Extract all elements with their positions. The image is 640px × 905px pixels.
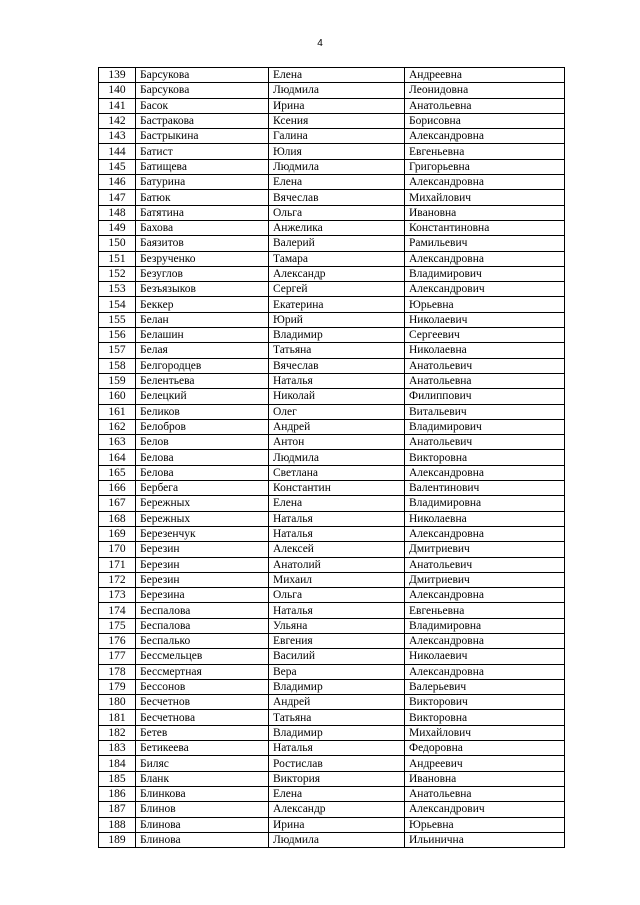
first-name-cell: Людмила <box>269 83 405 98</box>
table-row <box>99 572 565 587</box>
row-number-cell: 161 <box>99 404 136 419</box>
patronymic-cell: Викторович <box>405 695 565 710</box>
row-number-cell: 149 <box>99 220 136 235</box>
last-name-cell: Бесчетнова <box>136 710 269 725</box>
row-number-cell: 180 <box>99 695 136 710</box>
row-number-cell: 156 <box>99 328 136 343</box>
patronymic-cell: Викторовна <box>405 450 565 465</box>
first-name-cell: Валерий <box>269 236 405 251</box>
row-number-cell: 148 <box>99 205 136 220</box>
patronymic-cell: Владимирович <box>405 266 565 281</box>
last-name-cell: Белентьева <box>136 373 269 388</box>
last-name-cell: Белашин <box>136 328 269 343</box>
row-number-cell: 155 <box>99 312 136 327</box>
first-name-cell: Сергей <box>269 282 405 297</box>
patronymic-cell: Михайлович <box>405 725 565 740</box>
last-name-cell: Безуглов <box>136 266 269 281</box>
table-row <box>99 481 565 496</box>
table-row <box>99 159 565 174</box>
patronymic-cell: Александровна <box>405 129 565 144</box>
first-name-cell: Людмила <box>269 159 405 174</box>
table-row <box>99 802 565 817</box>
first-name-cell: Николай <box>269 389 405 404</box>
last-name-cell: Блинкова <box>136 786 269 801</box>
patronymic-cell: Анатольевич <box>405 358 565 373</box>
table-row <box>99 511 565 526</box>
table-row <box>99 664 565 679</box>
last-name-cell: Беспалова <box>136 618 269 633</box>
row-number-cell: 167 <box>99 496 136 511</box>
patronymic-cell: Валерьевич <box>405 679 565 694</box>
first-name-cell: Андрей <box>269 419 405 434</box>
last-name-cell: Березина <box>136 588 269 603</box>
first-name-cell: Наталья <box>269 511 405 526</box>
table-row <box>99 786 565 801</box>
table-row <box>99 588 565 603</box>
first-name-cell: Людмила <box>269 450 405 465</box>
table-row <box>99 771 565 786</box>
first-name-cell: Екатерина <box>269 297 405 312</box>
first-name-cell: Ирина <box>269 98 405 113</box>
first-name-cell: Наталья <box>269 603 405 618</box>
patronymic-cell: Александрович <box>405 282 565 297</box>
patronymic-cell: Николаевна <box>405 511 565 526</box>
table-row <box>99 756 565 771</box>
patronymic-cell: Александровна <box>405 633 565 648</box>
last-name-cell: Батюк <box>136 190 269 205</box>
row-number-cell: 170 <box>99 542 136 557</box>
last-name-cell: Белан <box>136 312 269 327</box>
row-number-cell: 171 <box>99 557 136 572</box>
last-name-cell: Белгородцев <box>136 358 269 373</box>
patronymic-cell: Ивановна <box>405 205 565 220</box>
row-number-cell: 147 <box>99 190 136 205</box>
table-row <box>99 404 565 419</box>
row-number-cell: 184 <box>99 756 136 771</box>
table-row <box>99 649 565 664</box>
row-number-cell: 143 <box>99 129 136 144</box>
first-name-cell: Татьяна <box>269 343 405 358</box>
last-name-cell: Беспалько <box>136 633 269 648</box>
last-name-cell: Березин <box>136 557 269 572</box>
first-name-cell: Вячеслав <box>269 190 405 205</box>
last-name-cell: Басок <box>136 98 269 113</box>
table-row <box>99 496 565 511</box>
last-name-cell: Бланк <box>136 771 269 786</box>
row-number-cell: 157 <box>99 343 136 358</box>
table-row <box>99 220 565 235</box>
row-number-cell: 183 <box>99 741 136 756</box>
first-name-cell: Антон <box>269 435 405 450</box>
patronymic-cell: Николаевич <box>405 649 565 664</box>
table-row <box>99 465 565 480</box>
table-row <box>99 618 565 633</box>
row-number-cell: 142 <box>99 113 136 128</box>
patronymic-cell: Борисовна <box>405 113 565 128</box>
patronymic-cell: Константиновна <box>405 220 565 235</box>
first-name-cell: Светлана <box>269 465 405 480</box>
table-row <box>99 68 565 83</box>
patronymic-cell: Владимировна <box>405 496 565 511</box>
table-row <box>99 358 565 373</box>
row-number-cell: 166 <box>99 481 136 496</box>
first-name-cell: Александр <box>269 266 405 281</box>
last-name-cell: Биляс <box>136 756 269 771</box>
first-name-cell: Анжелика <box>269 220 405 235</box>
first-name-cell: Галина <box>269 129 405 144</box>
last-name-cell: Белая <box>136 343 269 358</box>
patronymic-cell: Сергеевич <box>405 328 565 343</box>
patronymic-cell: Леонидовна <box>405 83 565 98</box>
row-number-cell: 163 <box>99 435 136 450</box>
last-name-cell: Батищева <box>136 159 269 174</box>
table-row <box>99 175 565 190</box>
row-number-cell: 169 <box>99 526 136 541</box>
table-row <box>99 741 565 756</box>
first-name-cell: Ольга <box>269 205 405 220</box>
row-number-cell: 145 <box>99 159 136 174</box>
patronymic-cell: Николаевна <box>405 343 565 358</box>
first-name-cell: Юлия <box>269 144 405 159</box>
page-number: 4 <box>317 38 323 49</box>
patronymic-cell: Михайлович <box>405 190 565 205</box>
row-number-cell: 159 <box>99 373 136 388</box>
table-row <box>99 205 565 220</box>
table-row <box>99 251 565 266</box>
row-number-cell: 158 <box>99 358 136 373</box>
patronymic-cell: Александровна <box>405 664 565 679</box>
patronymic-cell: Викторовна <box>405 710 565 725</box>
first-name-cell: Юрий <box>269 312 405 327</box>
table-row <box>99 450 565 465</box>
patronymic-cell: Валентинович <box>405 481 565 496</box>
table-row <box>99 695 565 710</box>
patronymic-cell: Николаевич <box>405 312 565 327</box>
patronymic-cell: Александровна <box>405 175 565 190</box>
row-number-cell: 151 <box>99 251 136 266</box>
table-row <box>99 817 565 832</box>
table-row <box>99 236 565 251</box>
first-name-cell: Анатолий <box>269 557 405 572</box>
patronymic-cell: Анатольевич <box>405 435 565 450</box>
table-row <box>99 266 565 281</box>
row-number-cell: 152 <box>99 266 136 281</box>
first-name-cell: Наталья <box>269 526 405 541</box>
last-name-cell: Батист <box>136 144 269 159</box>
patronymic-cell: Владимировна <box>405 618 565 633</box>
row-number-cell: 178 <box>99 664 136 679</box>
last-name-cell: Белобров <box>136 419 269 434</box>
row-number-cell: 187 <box>99 802 136 817</box>
row-number-cell: 182 <box>99 725 136 740</box>
table-row <box>99 832 565 847</box>
table-row <box>99 113 565 128</box>
table-row <box>99 312 565 327</box>
first-name-cell: Ксения <box>269 113 405 128</box>
first-name-cell: Ульяна <box>269 618 405 633</box>
patronymic-cell: Дмитриевич <box>405 542 565 557</box>
table-row <box>99 725 565 740</box>
patronymic-cell: Александровна <box>405 588 565 603</box>
patronymic-cell: Анатольевна <box>405 786 565 801</box>
last-name-cell: Бесчетнов <box>136 695 269 710</box>
patronymic-cell: Евгеньевна <box>405 144 565 159</box>
table-row <box>99 343 565 358</box>
first-name-cell: Елена <box>269 786 405 801</box>
patronymic-cell: Дмитриевич <box>405 572 565 587</box>
row-number-cell: 154 <box>99 297 136 312</box>
first-name-cell: Вера <box>269 664 405 679</box>
table-row <box>99 328 565 343</box>
last-name-cell: Беликов <box>136 404 269 419</box>
row-number-cell: 160 <box>99 389 136 404</box>
last-name-cell: Блинов <box>136 802 269 817</box>
table-row <box>99 679 565 694</box>
row-number-cell: 141 <box>99 98 136 113</box>
row-number-cell: 140 <box>99 83 136 98</box>
roster-table <box>98 67 565 848</box>
first-name-cell: Владимир <box>269 328 405 343</box>
last-name-cell: Бережных <box>136 511 269 526</box>
row-number-cell: 139 <box>99 68 136 83</box>
table-row <box>99 419 565 434</box>
last-name-cell: Баязитов <box>136 236 269 251</box>
first-name-cell: Елена <box>269 68 405 83</box>
last-name-cell: Белецкий <box>136 389 269 404</box>
row-number-cell: 188 <box>99 817 136 832</box>
first-name-cell: Наталья <box>269 373 405 388</box>
table-row <box>99 435 565 450</box>
patronymic-cell: Витальевич <box>405 404 565 419</box>
patronymic-cell: Ильинична <box>405 832 565 847</box>
first-name-cell: Елена <box>269 496 405 511</box>
table-row <box>99 710 565 725</box>
last-name-cell: Березин <box>136 572 269 587</box>
patronymic-cell: Александрович <box>405 802 565 817</box>
table-row <box>99 603 565 618</box>
patronymic-cell: Юрьевна <box>405 817 565 832</box>
first-name-cell: Татьяна <box>269 710 405 725</box>
patronymic-cell: Анатольевна <box>405 373 565 388</box>
patronymic-cell: Григорьевна <box>405 159 565 174</box>
first-name-cell: Александр <box>269 802 405 817</box>
table-row <box>99 297 565 312</box>
last-name-cell: Беккер <box>136 297 269 312</box>
first-name-cell: Людмила <box>269 832 405 847</box>
row-number-cell: 168 <box>99 511 136 526</box>
row-number-cell: 176 <box>99 633 136 648</box>
row-number-cell: 150 <box>99 236 136 251</box>
first-name-cell: Ростислав <box>269 756 405 771</box>
row-number-cell: 179 <box>99 679 136 694</box>
first-name-cell: Тамара <box>269 251 405 266</box>
first-name-cell: Алексей <box>269 542 405 557</box>
row-number-cell: 189 <box>99 832 136 847</box>
table-row <box>99 98 565 113</box>
patronymic-cell: Рамильевич <box>405 236 565 251</box>
last-name-cell: Бербега <box>136 481 269 496</box>
first-name-cell: Владимир <box>269 725 405 740</box>
roster-body <box>99 68 565 848</box>
last-name-cell: Бетикеева <box>136 741 269 756</box>
row-number-cell: 165 <box>99 465 136 480</box>
first-name-cell: Олег <box>269 404 405 419</box>
first-name-cell: Василий <box>269 649 405 664</box>
last-name-cell: Блинова <box>136 832 269 847</box>
table-row <box>99 144 565 159</box>
first-name-cell: Константин <box>269 481 405 496</box>
row-number-cell: 175 <box>99 618 136 633</box>
last-name-cell: Белов <box>136 435 269 450</box>
last-name-cell: Бастрыкина <box>136 129 269 144</box>
table-row <box>99 83 565 98</box>
last-name-cell: Белова <box>136 465 269 480</box>
patronymic-cell: Александровна <box>405 251 565 266</box>
last-name-cell: Безъязыков <box>136 282 269 297</box>
row-number-cell: 177 <box>99 649 136 664</box>
table-row <box>99 633 565 648</box>
table-row <box>99 526 565 541</box>
patronymic-cell: Евгеньевна <box>405 603 565 618</box>
last-name-cell: Безрученко <box>136 251 269 266</box>
last-name-cell: Бастракова <box>136 113 269 128</box>
first-name-cell: Наталья <box>269 741 405 756</box>
patronymic-cell: Анатольевна <box>405 98 565 113</box>
last-name-cell: Бетев <box>136 725 269 740</box>
last-name-cell: Бахова <box>136 220 269 235</box>
last-name-cell: Блинова <box>136 817 269 832</box>
first-name-cell: Владимир <box>269 679 405 694</box>
first-name-cell: Андрей <box>269 695 405 710</box>
last-name-cell: Бессонов <box>136 679 269 694</box>
last-name-cell: Белова <box>136 450 269 465</box>
first-name-cell: Ольга <box>269 588 405 603</box>
patronymic-cell: Филиппович <box>405 389 565 404</box>
row-number-cell: 162 <box>99 419 136 434</box>
table-row <box>99 190 565 205</box>
table-row <box>99 557 565 572</box>
first-name-cell: Евгения <box>269 633 405 648</box>
last-name-cell: Барсукова <box>136 83 269 98</box>
table-row <box>99 542 565 557</box>
last-name-cell: Березин <box>136 542 269 557</box>
patronymic-cell: Андреевна <box>405 68 565 83</box>
last-name-cell: Березенчук <box>136 526 269 541</box>
table-row <box>99 389 565 404</box>
last-name-cell: Бережных <box>136 496 269 511</box>
row-number-cell: 185 <box>99 771 136 786</box>
patronymic-cell: Владимирович <box>405 419 565 434</box>
first-name-cell: Виктория <box>269 771 405 786</box>
row-number-cell: 172 <box>99 572 136 587</box>
table-row <box>99 282 565 297</box>
patronymic-cell: Ивановна <box>405 771 565 786</box>
row-number-cell: 174 <box>99 603 136 618</box>
patronymic-cell: Андреевич <box>405 756 565 771</box>
row-number-cell: 181 <box>99 710 136 725</box>
patronymic-cell: Анатольевич <box>405 557 565 572</box>
patronymic-cell: Александровна <box>405 465 565 480</box>
last-name-cell: Бессмертная <box>136 664 269 679</box>
last-name-cell: Барсукова <box>136 68 269 83</box>
patronymic-cell: Юрьевна <box>405 297 565 312</box>
row-number-cell: 146 <box>99 175 136 190</box>
table-row <box>99 373 565 388</box>
row-number-cell: 173 <box>99 588 136 603</box>
first-name-cell: Михаил <box>269 572 405 587</box>
last-name-cell: Батятина <box>136 205 269 220</box>
table-row <box>99 129 565 144</box>
first-name-cell: Ирина <box>269 817 405 832</box>
first-name-cell: Елена <box>269 175 405 190</box>
patronymic-cell: Александровна <box>405 526 565 541</box>
last-name-cell: Бессмельцев <box>136 649 269 664</box>
last-name-cell: Беспалова <box>136 603 269 618</box>
first-name-cell: Вячеслав <box>269 358 405 373</box>
row-number-cell: 144 <box>99 144 136 159</box>
row-number-cell: 186 <box>99 786 136 801</box>
row-number-cell: 164 <box>99 450 136 465</box>
last-name-cell: Батурина <box>136 175 269 190</box>
patronymic-cell: Федоровна <box>405 741 565 756</box>
row-number-cell: 153 <box>99 282 136 297</box>
